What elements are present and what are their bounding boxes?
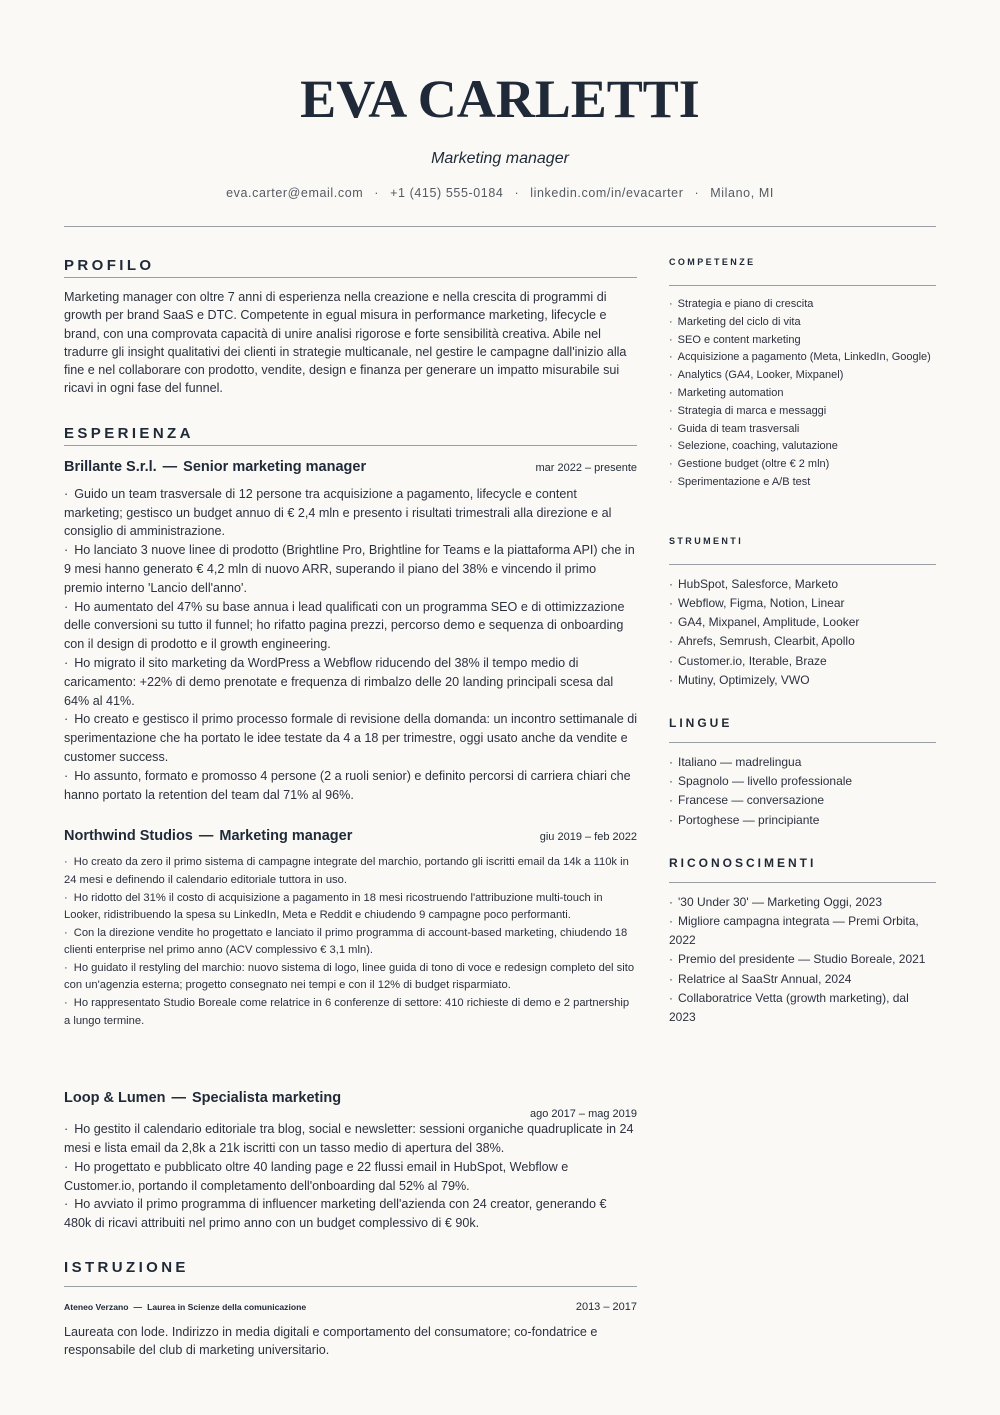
job-bullet: · Con la direzione vendite ho progettato e lanciato il primo programma di account-based marketing, chiudendo 18 clienti enterprise nel primo anno (ACV complessivo € 3,1 mln).: [64, 925, 637, 960]
skill-item: · Selezione, coaching, valutazione: [669, 438, 936, 456]
awards-heading: RICONOSCIMENTI: [669, 856, 936, 883]
job-bullet: · Ho avviato il primo programma di influencer marketing dell'azienda con 24 creator, generando € 480k di ricavi attribuiti nel primo anno con un budget complessivo di € 90k.: [64, 1195, 637, 1233]
linkedin-link[interactable]: linkedin.com/in/evacarter: [530, 186, 684, 200]
job-bullets: [64, 1120, 637, 1233]
job-entry: [64, 459, 637, 805]
location-text: Milano, MI: [710, 186, 774, 200]
job-bullet: · Ho creato da zero il primo sistema di campagne integrate del marchio, portando gli iscritti email da 14k a 110k in 24 mesi e definendo il calendario editoriale tuttora in uso.: [64, 854, 637, 889]
job-header: [64, 459, 637, 475]
tool-item: · GA4, Mixpanel, Amplitude, Looker: [669, 613, 936, 632]
contact-separator: ·: [514, 186, 520, 200]
awards-list: [669, 893, 936, 1027]
education-dates: 2013 – 2017: [575, 1301, 637, 1314]
phone-text[interactable]: +1 (415) 555-0184: [390, 186, 504, 200]
skill-item: · Strategia di marca e messaggi: [669, 403, 936, 421]
job-position: Senior marketing manager: [183, 458, 367, 475]
job-company: Brillante S.r.l.: [64, 458, 157, 475]
job-bullet: · Ho gestito il calendario editoriale tra blog, social e newsletter: sessioni organiche quadruplicate in 24 mesi e lista email da 2,8k a 21k iscritti con un tasso medio di apertura del 38%.: [64, 1120, 637, 1158]
job-bullet: · Ho rappresentato Studio Boreale come relatrice in 6 conferenze di settore: 410 richieste di demo e 2 partnership a lungo termine.: [64, 995, 637, 1030]
tool-item: · Webflow, Figma, Notion, Linear: [669, 594, 936, 613]
language-item: · Portoghese — principiante: [669, 811, 936, 830]
skill-item: · Gestione budget (oltre € 2 mln): [669, 456, 936, 474]
skills-heading: COMPETENZE: [669, 257, 936, 286]
contact-separator: ·: [374, 186, 380, 200]
job-dates: ago 2017 – mag 2019: [529, 1108, 637, 1121]
tool-item: · Customer.io, Iterable, Braze: [669, 652, 936, 671]
job-company: Northwind Studios: [64, 828, 193, 845]
profile-text: Marketing manager con oltre 7 anni di esperienza nella creazione e nella crescita di programmi di growth per brand SaaS e DTC. Competente in egual misura in performance marketing, lifecycle e brand, con una comprovata capacità di unire analisi rigorose e forte sensibilità creativa. Abile nel tradurre gli insight qualitativi dei clienti in strategie multicanale, nel gestire le campagne dall'inizio alla fine e nel collaborare con prodotto, vendite, design e finanza per generare un impatto misurabile sui ricavi in ogni fase del funnel.: [64, 290, 627, 396]
education-degree: Laurea in Scienze della comunicazione: [147, 1302, 307, 1313]
job-bullets: [64, 854, 637, 1030]
job-bullet: · Ho migrato il sito marketing da WordPress a Webflow riducendo del 38% il tempo medio di caricamento: +22% di demo prenotate e frequenza di rimbalzo delle 20 landing principali scesa dal 64% al 41%.: [64, 654, 637, 710]
language-item: · Spagnolo — livello professionale: [669, 772, 936, 791]
education-title: Ateneo Verzano — Laurea in Scienze della comunicazione: [64, 1302, 307, 1313]
job-bullet: · Ho creato e gestisco il primo processo formale di revisione della domanda: un incontro settimanale di sperimentazione che ha portato le idee testate da 4 a 18 per trimestre, oggi usato anche da vendite e customer success.: [64, 710, 637, 766]
job-bullet: · Guido un team trasversale di 12 persone tra acquisizione a pagamento, lifecycle e content marketing; gestisco un budget annuo di € 2,4 mln e presento i risultati trimestrali alla direzione e al consiglio di amministrazione.: [64, 485, 637, 541]
tool-item: · Mutiny, Optimizely, VWO: [669, 671, 936, 690]
education-heading: ISTRUZIONE: [64, 1259, 637, 1287]
sidebar: [669, 257, 936, 1027]
contact-separator: ·: [694, 186, 700, 200]
skill-item: · Guida di team trasversali: [669, 421, 936, 439]
job-bullet: · Ho progettato e pubblicato oltre 40 landing page e 22 flussi email in HubSpot, Webflow e Customer.io, portando il completamento dell'onboarding dal 52% al 79%.: [64, 1158, 637, 1196]
languages-list: [669, 753, 936, 830]
tools-list: [669, 575, 936, 690]
skill-item: · Analytics (GA4, Looker, Mixpanel): [669, 367, 936, 385]
email-text[interactable]: eva.carter@email.com: [226, 186, 364, 200]
skill-item: · Strategia e piano di crescita: [669, 296, 936, 314]
language-item: · Italiano — madrelingua: [669, 753, 936, 772]
award-item: · Relatrice al SaaStr Annual, 2024: [669, 970, 936, 989]
job-bullet: · Ho aumentato del 47% su base annua i lead qualificati con un programma SEO e di ottimizzazione delle conversioni su tutto il funnel; ho rifatto pagina prezzi, percorso demo e sequenza di onboarding con il design di prodotto e il growth engineering.: [64, 598, 637, 654]
award-item: · Collaboratrice Vetta (growth marketing), dal 2023: [669, 989, 936, 1027]
job-dates: giu 2019 – feb 2022: [539, 831, 637, 844]
tools-heading: STRUMENTI: [669, 536, 936, 565]
job-bullet: · Ho guidato il restyling del marchio: nuovo sistema di logo, linee guida di tono di voce e redesign completo del sito con un'agenzia esterna; progetto consegnato nei tempi e con il 12% di budget risparmiato.: [64, 960, 637, 995]
job-dates: mar 2022 – presente: [535, 461, 637, 474]
experience-heading: ESPERIENZA: [64, 425, 637, 446]
job-bullet: · Ho lanciato 3 nuove linee di prodotto (Brightline Pro, Brightline for Teams e la piattaforma API) che in 9 mesi hanno generato € 4,2 mln di nuovo ARR, superando il piano del 38% e vincendo il primo premio interno 'Lancio dell'anno'.: [64, 541, 637, 597]
job-bullet: · Ho ridotto del 31% il costo di acquisizione a pagamento in 18 mesi ricostruendo l'attribuzione multi-touch in Looker, ridistribuendo la spesa su LinkedIn, Meta e Reddit e chiudendo 9 campagne poco performanti.: [64, 890, 637, 925]
candidate-role: Marketing manager: [431, 150, 569, 167]
job-title: Loop & Lumen — Specialista marketing: [64, 1090, 342, 1107]
tool-item: · HubSpot, Salesforce, Marketo: [669, 575, 936, 594]
profile-heading: PROFILO: [64, 257, 637, 278]
education-school: Ateneo Verzano: [64, 1302, 129, 1313]
job-bullet: · Ho assunto, formato e promosso 4 persone (2 a ruoli senior) e definito percorsi di carriera chiari che hanno portato la retention del team dal 71% al 96%.: [64, 767, 637, 805]
languages-heading: LINGUE: [669, 716, 936, 743]
skills-list: [669, 296, 936, 492]
skill-item: · Acquisizione a pagamento (Meta, LinkedIn, Google): [669, 349, 936, 367]
job-title: Northwind Studios — Marketing manager: [64, 828, 353, 845]
award-item: · Migliore campagna integrata — Premi Orbita, 2022: [669, 912, 936, 950]
education-text: Laureata con lode. Indirizzo in media digitali e comportamento del consumatore; co-fondatrice e responsabile del club di marketing universitario.: [64, 1325, 598, 1358]
candidate-name: EVA CARLETTI: [300, 69, 700, 129]
tool-item: · Ahrefs, Semrush, Clearbit, Apollo: [669, 632, 936, 651]
job-entry: [64, 1090, 637, 1233]
job-title: Brillante S.r.l. — Senior marketing manager: [64, 458, 367, 475]
skill-item: · Sperimentazione e A/B test: [669, 474, 936, 492]
job-entry: [64, 828, 637, 1030]
header-divider: [64, 226, 936, 227]
education-header: [64, 1301, 637, 1313]
skill-item: · Marketing automation: [669, 385, 936, 403]
language-item: · Francese — conversazione: [669, 791, 936, 810]
award-item: · Premio del presidente — Studio Boreale, 2021: [669, 950, 936, 969]
job-company: Loop & Lumen: [64, 1090, 166, 1107]
job-header: [64, 828, 637, 844]
job-position: Specialista marketing: [192, 1090, 342, 1107]
award-item: · '30 Under 30' — Marketing Oggi, 2023: [669, 893, 936, 912]
job-bullets: [64, 485, 637, 805]
skill-item: · Marketing del ciclo di vita: [669, 314, 936, 332]
contact-line: [0, 186, 1000, 200]
job-position: Marketing manager: [219, 828, 353, 845]
main-column: [64, 257, 637, 1360]
skill-item: · SEO e content marketing: [669, 332, 936, 350]
